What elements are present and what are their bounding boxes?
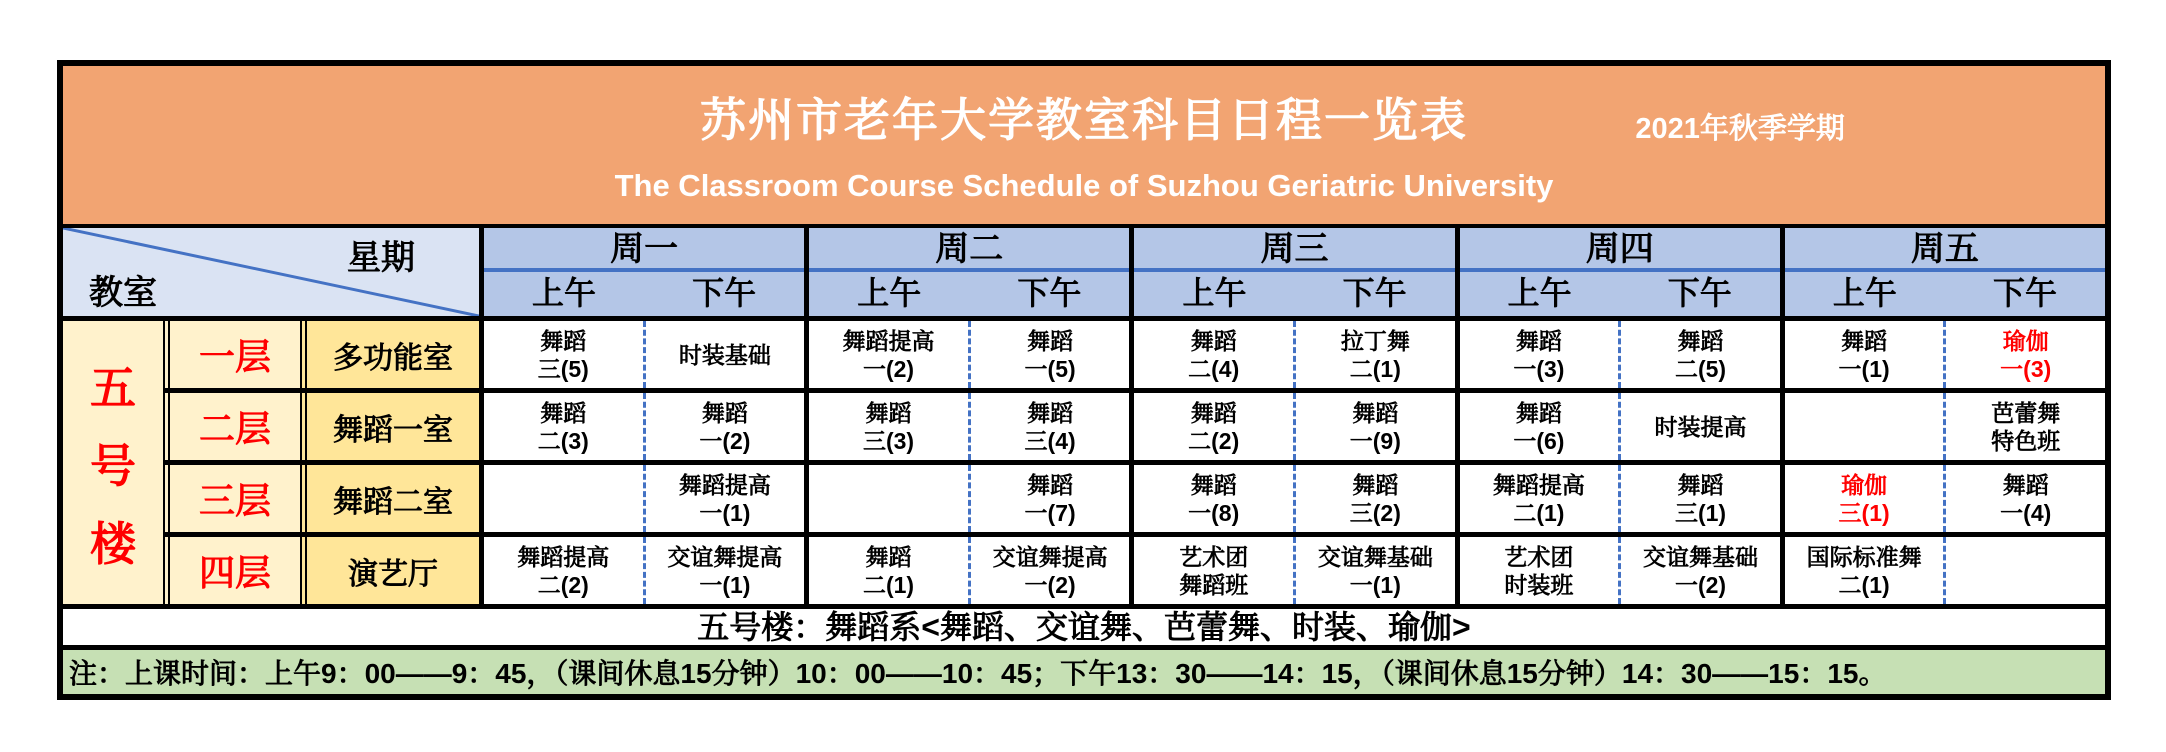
course-cell-line: 舞蹈 xyxy=(1677,471,1724,498)
schedule-row-3 xyxy=(163,460,2105,532)
course-cell-line: 舞蹈 xyxy=(1352,471,1399,498)
course-cell xyxy=(1943,537,2105,604)
course-cell-line: 一(2) xyxy=(862,355,915,382)
course-cell xyxy=(1785,393,1944,460)
pm-label: 下午 xyxy=(1342,275,1407,311)
ampm-label-row xyxy=(1460,272,1780,316)
course-cell-line: 交谊舞基础 xyxy=(1643,543,1759,570)
day-cell-group xyxy=(1129,393,1454,460)
course-cell-line: 拉丁舞 xyxy=(1340,327,1410,354)
course-cell-line: 一(2) xyxy=(699,427,751,454)
course-cell xyxy=(968,393,1130,460)
course-cell-line: 二(1) xyxy=(1513,499,1565,526)
day-name-label: 周五 xyxy=(1785,228,2105,272)
course-cell-line: 舞蹈 xyxy=(1841,327,1888,354)
classroom-axis-label: 教室 xyxy=(89,274,157,312)
course-cell-line: 舞蹈 xyxy=(865,399,912,426)
room-label: 演艺厅 xyxy=(300,537,479,604)
course-cell-line: 二(2) xyxy=(1188,427,1240,454)
pm-label: 下午 xyxy=(692,275,757,311)
day-header-col-2 xyxy=(804,228,1129,316)
course-cell-line: 舞蹈 xyxy=(1027,327,1074,354)
pm-label: 下午 xyxy=(1667,275,1732,311)
course-cell-line: 舞蹈 xyxy=(540,399,587,426)
course-cell-line: 二(5) xyxy=(1674,355,1727,382)
course-cell xyxy=(1618,393,1780,460)
course-cell-line: 三(4) xyxy=(1024,427,1076,454)
pm-label: 下午 xyxy=(1992,275,2057,311)
course-cell-line: 舞蹈 xyxy=(865,543,912,570)
course-cell-line: 一(2) xyxy=(1024,571,1076,598)
course-cell xyxy=(643,393,805,460)
day-name-label: 周二 xyxy=(809,228,1129,272)
course-cell xyxy=(484,537,643,604)
course-cell-line: 舞蹈提高 xyxy=(678,471,771,498)
ampm-label-row xyxy=(1134,272,1454,316)
day-name-label: 周四 xyxy=(1460,228,1780,272)
building-label xyxy=(63,321,163,604)
course-cell xyxy=(484,393,643,460)
course-cell xyxy=(968,321,1130,388)
course-cell-line: 国际标准舞 xyxy=(1806,543,1922,570)
course-cell-line: 舞蹈 xyxy=(1027,399,1074,426)
building-char: 号 xyxy=(90,439,136,492)
course-cell-line: 交谊舞提高 xyxy=(992,543,1108,570)
schedule-row-4 xyxy=(163,532,2105,604)
course-cell-line: 一(2) xyxy=(1674,571,1727,598)
course-cell-line: 舞蹈 xyxy=(1677,327,1724,354)
day-cell-group xyxy=(1129,537,1454,604)
day-cell-group xyxy=(804,465,1129,532)
course-cell-line: 三(2) xyxy=(1349,499,1401,526)
course-cell xyxy=(1134,465,1293,532)
schedule-body-rows xyxy=(163,321,2105,604)
course-cell xyxy=(809,393,968,460)
course-cell-line: 二(3) xyxy=(537,427,589,454)
course-cell xyxy=(1460,393,1619,460)
page-title: 苏州市老年大学教室科目日程一览表 xyxy=(700,94,1468,146)
room-label: 多功能室 xyxy=(300,321,479,388)
day-cell-group xyxy=(1780,537,2105,604)
ampm-label-row xyxy=(809,272,1129,316)
course-cell-line: 三(1) xyxy=(1838,499,1890,526)
course-cell-line: 二(1) xyxy=(862,571,915,598)
course-cell xyxy=(1943,393,2105,460)
class-time-note: 注：上课时间：上午9：00——9：45，（课间休息15分钟）10：00——10：45；下午13：30——14：15，（课间休息15分钟）14：30——15：15。 xyxy=(63,645,2105,694)
course-cell xyxy=(1293,393,1455,460)
course-cell-line: 舞蹈提高 xyxy=(517,543,610,570)
floor-label: 二层 xyxy=(163,393,300,460)
course-cell-line: 一(1) xyxy=(699,571,751,598)
course-cell xyxy=(484,465,643,532)
day-cell-group xyxy=(804,393,1129,460)
course-cell xyxy=(643,465,805,532)
course-cell-line: 一(9) xyxy=(1349,427,1401,454)
course-cell-line: 一(8) xyxy=(1188,499,1240,526)
course-cell-line: 交谊舞提高 xyxy=(667,543,783,570)
building-char: 五 xyxy=(90,361,136,414)
course-cell-line: 二(1) xyxy=(1349,355,1401,382)
course-cell-line: 一(3) xyxy=(1513,355,1565,382)
day-cell-group xyxy=(479,321,804,388)
am-label: 上午 xyxy=(857,275,922,311)
course-cell-line: 舞蹈 xyxy=(540,327,587,354)
floor-label: 四层 xyxy=(163,537,300,604)
course-cell-line: 艺术团 xyxy=(1179,543,1249,570)
day-header-col-5 xyxy=(1780,228,2105,316)
course-cell-line: 一(6) xyxy=(1513,427,1565,454)
course-cell-line: 舞蹈 xyxy=(1515,327,1562,354)
course-cell xyxy=(968,537,1130,604)
day-cell-group xyxy=(804,537,1129,604)
am-label: 上午 xyxy=(1832,275,1897,311)
floor-label: 三层 xyxy=(163,465,300,532)
course-cell-line: 一(1) xyxy=(699,499,751,526)
day-cell-group xyxy=(1455,321,1780,388)
day-cell-group xyxy=(1129,465,1454,532)
course-cell xyxy=(1785,321,1944,388)
course-cell xyxy=(809,537,968,604)
day-name-label: 周一 xyxy=(484,228,804,272)
course-cell-line: 艺术团 xyxy=(1504,543,1574,570)
day-header-col-1 xyxy=(479,228,804,316)
course-cell-line: 三(5) xyxy=(537,355,589,382)
course-cell-line: 二(2) xyxy=(537,571,589,598)
pm-label: 下午 xyxy=(1017,275,1082,311)
semester-label: 2021年秋季学期 xyxy=(1635,113,1845,145)
course-cell xyxy=(1785,465,1944,532)
day-header-col-4 xyxy=(1455,228,1780,316)
ampm-label-row xyxy=(484,272,804,316)
course-cell-line: 舞蹈提高 xyxy=(842,327,935,354)
course-cell-line: 一(7) xyxy=(1024,499,1076,526)
room-label: 舞蹈二室 xyxy=(300,465,479,532)
building-department-summary: 五号楼：舞蹈系<舞蹈、交谊舞、芭蕾舞、时装、瑜伽> xyxy=(63,604,2105,645)
course-cell-line: 一(3) xyxy=(2000,355,2052,382)
course-cell xyxy=(968,465,1130,532)
course-cell-line: 时装基础 xyxy=(678,341,771,368)
course-cell-line: 三(1) xyxy=(1674,499,1727,526)
day-cell-group xyxy=(479,537,804,604)
am-label: 上午 xyxy=(532,275,597,311)
course-cell-line: 舞蹈 xyxy=(2002,471,2049,498)
schedule-body xyxy=(63,316,2105,604)
course-cell-line: 舞蹈提高 xyxy=(1492,471,1585,498)
course-cell xyxy=(1618,321,1780,388)
schedule-row-1 xyxy=(163,321,2105,388)
course-cell xyxy=(1460,321,1619,388)
course-cell xyxy=(1293,321,1455,388)
day-cell-group xyxy=(1455,393,1780,460)
page-subtitle-english: The Classroom Course Schedule of Suzhou Geriatric University xyxy=(614,168,1554,203)
course-cell xyxy=(1134,321,1293,388)
course-cell-line: 舞蹈 xyxy=(1352,399,1399,426)
course-cell xyxy=(809,321,968,388)
day-header-col-3 xyxy=(1129,228,1454,316)
course-cell xyxy=(1785,537,1944,604)
course-cell-line: 舞蹈 xyxy=(1027,471,1074,498)
course-cell-line: 芭蕾舞 xyxy=(1991,399,2061,426)
course-cell-line: 舞蹈 xyxy=(1190,399,1237,426)
course-cell xyxy=(1943,465,2105,532)
course-cell-line: 时装提高 xyxy=(1654,413,1747,440)
course-cell xyxy=(1293,537,1455,604)
course-cell xyxy=(1460,537,1619,604)
course-cell-line: 舞蹈班 xyxy=(1179,571,1249,598)
course-cell-line: 时装班 xyxy=(1504,571,1574,598)
course-cell-line: 一(4) xyxy=(2000,499,2052,526)
course-cell-line: 特色班 xyxy=(1991,427,2061,454)
course-cell-line: 瑜伽 xyxy=(1841,471,1888,498)
floor-label: 一层 xyxy=(163,321,300,388)
course-cell xyxy=(484,321,643,388)
day-cell-group xyxy=(1780,321,2105,388)
am-label: 上午 xyxy=(1182,275,1247,311)
course-cell xyxy=(809,465,968,532)
course-cell-line: 舞蹈 xyxy=(1190,471,1237,498)
course-cell xyxy=(1460,465,1619,532)
day-cell-group xyxy=(1129,321,1454,388)
schedule-row-2 xyxy=(163,388,2105,460)
schedule-table xyxy=(57,60,2111,700)
course-cell xyxy=(1618,465,1780,532)
day-cell-group xyxy=(1455,465,1780,532)
course-cell-line: 三(3) xyxy=(862,427,915,454)
day-cell-group xyxy=(479,465,804,532)
room-label: 舞蹈一室 xyxy=(300,393,479,460)
course-cell xyxy=(1618,537,1780,604)
course-cell-line: 舞蹈 xyxy=(701,399,748,426)
weekday-axis-label: 星期 xyxy=(347,239,415,277)
course-cell xyxy=(643,537,805,604)
day-cell-group xyxy=(1455,537,1780,604)
banner xyxy=(63,66,2105,224)
course-cell xyxy=(1134,393,1293,460)
course-cell-line: 瑜伽 xyxy=(2002,327,2049,354)
course-cell xyxy=(1293,465,1455,532)
course-cell-line: 一(5) xyxy=(1024,355,1076,382)
course-cell-line: 交谊舞基础 xyxy=(1317,543,1433,570)
course-cell xyxy=(1943,321,2105,388)
ampm-label-row xyxy=(1785,272,2105,316)
corner-header-cell xyxy=(63,228,479,316)
course-cell-line: 舞蹈 xyxy=(1190,327,1237,354)
course-cell-line: 一(1) xyxy=(1349,571,1401,598)
course-cell-line: 一(1) xyxy=(1838,355,1890,382)
day-cell-group xyxy=(1780,465,2105,532)
course-cell xyxy=(1134,537,1293,604)
course-cell-line: 舞蹈 xyxy=(1515,399,1562,426)
day-cell-group xyxy=(479,393,804,460)
am-label: 上午 xyxy=(1507,275,1572,311)
course-cell-line: 二(1) xyxy=(1838,571,1890,598)
table-header-row xyxy=(63,224,2105,316)
day-name-label: 周三 xyxy=(1134,228,1454,272)
building-char: 楼 xyxy=(90,517,136,570)
course-cell xyxy=(643,321,805,388)
day-cell-group xyxy=(804,321,1129,388)
course-cell-line: 二(4) xyxy=(1188,355,1240,382)
day-cell-group xyxy=(1780,393,2105,460)
